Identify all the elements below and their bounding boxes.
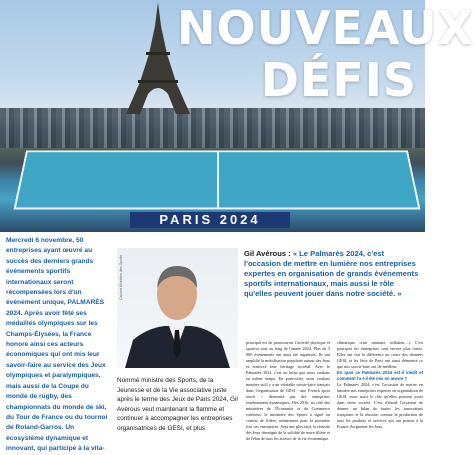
quote-text: « Le Palmarès 2024, c'est l'occasion de mettre en lumière nos entreprises expertes en organisation de grands événements sportifs internationaux, mais aussi le rôle qu'elles peuvent jouer dans notre société. » <box>244 249 419 298</box>
headline <box>177 1 474 107</box>
lead-paragraph: Mercredi 6 novembre, 50 entreprises ayant œuvré au succès des derniers grands événements sportifs internationaux seront récompensées lors d'un événement unique, PALMARÈS 2024. Après avoir fêté ses médaillés olympiques sur les Champs-Élysées, la France honore ainsi ces acteurs économiques qui ont mis leur savoir-faire au service des Jeux olympiques et paralympiques, mais aussi de la Coupe du monde de rugby, des championnats du monde de ski, du Tour de France ou du tournoi de Roland-Garros. Un écosystème dynamique et innovant, qui participe à la vita- <box>6 237 108 453</box>
quote-speaker: Gil Avérous : <box>244 249 291 258</box>
photo-credit: Cabinet Ministère des Sports <box>119 255 123 300</box>
person-silhouette-icon <box>117 248 238 368</box>
body-right-intro: climatique, crise sanitaire, inflation…). C'est pourquoi les entreprises sont encore plus fortes. Elles ont fait la différence au cours des derniers GESI, et les Jeux de Paris ont aussi démontré ce que nos savoir-faire ont de meilleur. <box>337 340 423 369</box>
stadium-stands <box>0 108 425 148</box>
headline-line-1: NOUVEAUX <box>177 1 474 55</box>
interview-question: En quoi ce Palmarès 2024 est-il inédit et comment l'a-t-il été mis en œuvre ? <box>337 370 423 381</box>
minister-portrait <box>117 248 238 368</box>
paris-2024-banner: PARIS 2024 <box>130 212 290 228</box>
body-column-middle: principal est de promouvoir l'activité physique et sportive tout au long de l'année 2024. Plus de 3 000 événements ont ainsi été organisés. Ils ont amplifié la mobilisation populaire autour des Jeux et renforcé leur héritage sociétal. Avec le Palmarès 2024, c'est un bilan que nous voulons en même temps. En particulier, nous voulons montrer qu'il y a un véritable savoir-faire français dans l'organisation de GESI - une French sport touch -, démontré par des entreprises extrêmement dynamiques. Dès 2016, au côté des ministères de l'Économie et du Commerce extérieur, le ministère des Sports a signé un contrat de filière, notamment pour la première fois ces entreprises. Sept ans plus tard, la réussite des Jeux témoigne de la solidité de notre filière et de l'élan de tous les acteurs de la vie économique. <box>246 340 330 441</box>
body-column-right <box>337 340 423 430</box>
interview-answer: Le Palmarès 2024, c'est l'occasion de mettre en lumière nos entreprises expertes en organisation de GESI, mais aussi le rôle qu'elles peuvent jouer dans notre société. C'est d'abord l'occasion de donner un bilan de toutes les innovations françaises et la réussite, comme la production de tous les produits et services qui ont permis à la France d'organiser les Jeux. <box>337 382 423 429</box>
photo-caption: Nommé ministre des Sports, de la Jeunesse et de la Vie associative juste après le terme des Jeux de Paris 2024, Gil Avérous veut maintenant la flamme et continuer à accompagner les entreprises organisatrices de GESI, et plus <box>117 377 238 432</box>
pull-quote <box>244 249 421 299</box>
blind-football-court <box>14 150 421 209</box>
headline-line-2: DÉFIS <box>260 53 417 107</box>
court-center-line <box>217 152 219 207</box>
